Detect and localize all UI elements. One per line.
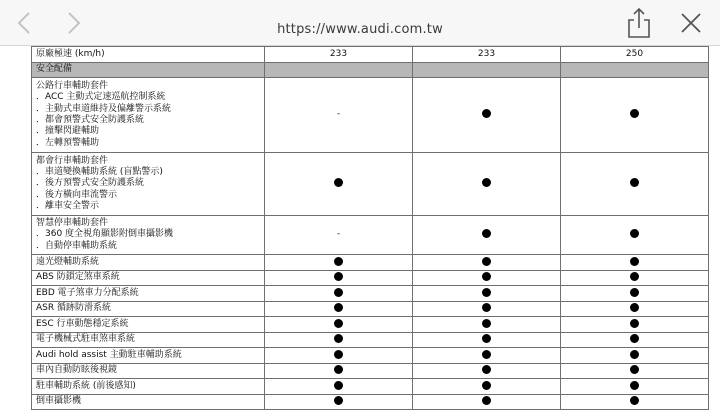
table-row bbox=[32, 255, 709, 271]
row-label: 車內自動防眩後視鏡 bbox=[32, 363, 265, 379]
table-row bbox=[32, 317, 709, 333]
group-item: ．後方橫向車流警示 bbox=[36, 189, 118, 200]
group-label-cell bbox=[32, 216, 265, 255]
standard-equipment-dot bbox=[482, 109, 491, 118]
section-empty-cell bbox=[413, 63, 561, 78]
standard-equipment-dot bbox=[334, 303, 343, 312]
group-title: 公路行車輔助套件 bbox=[36, 81, 109, 92]
standard-equipment-dot bbox=[334, 272, 343, 281]
table-row bbox=[32, 270, 709, 286]
row-label: 電子機械式駐車煞車系統 bbox=[32, 332, 265, 348]
standard-equipment-dot bbox=[630, 319, 639, 328]
table-row bbox=[32, 47, 709, 63]
spec-value-cell: 233 bbox=[265, 47, 413, 63]
spec-value-cell bbox=[265, 301, 413, 317]
spec-value-cell bbox=[413, 363, 561, 379]
close-icon bbox=[674, 6, 708, 40]
standard-equipment-dot bbox=[334, 334, 343, 343]
group-item: ．左轉預警輔助 bbox=[36, 137, 100, 148]
spec-value-cell bbox=[265, 270, 413, 286]
spec-value-cell bbox=[265, 317, 413, 333]
group-item: ．後方預警式安全防護系統 bbox=[36, 178, 145, 189]
spec-value-cell bbox=[413, 270, 561, 286]
standard-equipment-dot bbox=[482, 350, 491, 359]
table-row bbox=[32, 348, 709, 364]
spec-table bbox=[31, 46, 709, 410]
spec-value-cell bbox=[561, 348, 709, 364]
spec-value-cell bbox=[265, 379, 413, 395]
spec-value-cell bbox=[561, 78, 709, 153]
spec-value-cell bbox=[413, 216, 561, 255]
standard-equipment-dot bbox=[630, 109, 639, 118]
group-item: ．都會預警式安全防護系統 bbox=[36, 115, 145, 125]
group-title: 智慧停車輔助套件 bbox=[36, 218, 109, 229]
group-title: 都會行車輔助套件 bbox=[36, 155, 109, 166]
standard-equipment-dot bbox=[630, 288, 639, 297]
spec-value-cell bbox=[265, 255, 413, 271]
table-row bbox=[32, 286, 709, 302]
standard-equipment-dot bbox=[334, 365, 343, 374]
group-item: ．撞擊閃避輔助 bbox=[36, 126, 100, 137]
row-label: 原廠極速 (km/h) bbox=[32, 47, 265, 63]
standard-equipment-dot bbox=[630, 303, 639, 312]
spec-value-cell bbox=[413, 301, 561, 317]
spec-value-cell: 233 bbox=[413, 47, 561, 63]
standard-equipment-dot bbox=[630, 229, 639, 238]
standard-equipment-dot bbox=[482, 178, 491, 187]
standard-equipment-dot bbox=[482, 334, 491, 343]
spec-value-cell bbox=[561, 317, 709, 333]
spec-value-cell bbox=[561, 363, 709, 379]
spec-value-cell bbox=[413, 317, 561, 333]
standard-equipment-dot bbox=[630, 178, 639, 187]
table-row bbox=[32, 379, 709, 395]
spec-value-cell bbox=[561, 332, 709, 348]
section-empty-cell bbox=[265, 63, 413, 78]
standard-equipment-dot bbox=[482, 365, 491, 374]
spec-value-cell bbox=[265, 286, 413, 302]
group-item: ．車道變換輔助系統 (盲點警示) bbox=[36, 167, 163, 178]
not-available-dash: - bbox=[336, 229, 341, 240]
row-label: EBD 電子煞車力分配系統 bbox=[32, 286, 265, 302]
spec-value-cell bbox=[413, 348, 561, 364]
table-row bbox=[32, 332, 709, 348]
row-label: ABS 防鎖定煞車系統 bbox=[32, 270, 265, 286]
standard-equipment-dot bbox=[630, 350, 639, 359]
group-item: ．自動停車輔助系統 bbox=[36, 240, 118, 251]
standard-equipment-dot bbox=[482, 303, 491, 312]
row-label: 駐車輔助系統 (前後感知) bbox=[32, 379, 265, 395]
group-label-cell bbox=[32, 78, 265, 153]
standard-equipment-dot bbox=[334, 319, 343, 328]
spec-value-cell bbox=[561, 270, 709, 286]
close-button[interactable] bbox=[674, 6, 708, 40]
spec-value-cell bbox=[265, 216, 413, 255]
spec-value-cell bbox=[561, 394, 709, 410]
spec-value-cell bbox=[413, 379, 561, 395]
standard-equipment-dot bbox=[334, 178, 343, 187]
spec-value-cell bbox=[265, 394, 413, 410]
table-group-row bbox=[32, 78, 709, 153]
standard-equipment-dot bbox=[482, 257, 491, 266]
section-header-row bbox=[32, 63, 709, 78]
spec-value-cell bbox=[561, 301, 709, 317]
spec-table-container bbox=[31, 46, 708, 410]
row-label: Audi hold assist 主動駐車輔助系統 bbox=[32, 348, 265, 364]
spec-value-cell bbox=[413, 153, 561, 216]
spec-value-cell bbox=[265, 153, 413, 216]
section-empty-cell bbox=[561, 63, 709, 78]
spec-value-cell bbox=[265, 78, 413, 153]
standard-equipment-dot bbox=[630, 365, 639, 374]
standard-equipment-dot bbox=[482, 272, 491, 281]
standard-equipment-dot bbox=[482, 319, 491, 328]
spec-value-cell bbox=[561, 255, 709, 271]
spec-value-cell bbox=[413, 332, 561, 348]
group-item: ．360 度全視角顯影附倒車攝影機 bbox=[36, 229, 174, 240]
row-label: 倒車攝影機 bbox=[32, 394, 265, 410]
spec-value-cell bbox=[561, 216, 709, 255]
table-row bbox=[32, 394, 709, 410]
not-available-dash: - bbox=[336, 109, 341, 120]
row-label: ESC 行車動態穩定系統 bbox=[32, 317, 265, 333]
standard-equipment-dot bbox=[630, 334, 639, 343]
standard-equipment-dot bbox=[630, 257, 639, 266]
standard-equipment-dot bbox=[482, 381, 491, 390]
standard-equipment-dot bbox=[482, 288, 491, 297]
standard-equipment-dot bbox=[630, 381, 639, 390]
group-item: ．主動式車道維持及偏離警示系統 bbox=[36, 103, 172, 114]
standard-equipment-dot bbox=[334, 350, 343, 359]
group-label-cell bbox=[32, 153, 265, 216]
group-item: ．ACC 主動式定速巡航控制系統 bbox=[36, 92, 166, 103]
standard-equipment-dot bbox=[334, 288, 343, 297]
spec-value-cell bbox=[265, 332, 413, 348]
share-button[interactable] bbox=[622, 6, 656, 40]
spec-value-cell bbox=[561, 379, 709, 395]
table-group-row bbox=[32, 216, 709, 255]
table-row bbox=[32, 301, 709, 317]
standard-equipment-dot bbox=[630, 272, 639, 281]
spec-value-cell bbox=[265, 363, 413, 379]
spec-value-cell bbox=[413, 394, 561, 410]
spec-value-cell bbox=[561, 153, 709, 216]
standard-equipment-dot bbox=[482, 229, 491, 238]
share-icon bbox=[622, 6, 656, 40]
spec-value-cell bbox=[413, 286, 561, 302]
table-group-row bbox=[32, 153, 709, 216]
spec-value-cell bbox=[265, 348, 413, 364]
row-label: 遠光燈輔助系統 bbox=[32, 255, 265, 271]
browser-toolbar bbox=[0, 0, 720, 46]
spec-value-cell: 250 bbox=[561, 47, 709, 63]
group-item: ．離車安全警示 bbox=[36, 200, 100, 211]
spec-value-cell bbox=[413, 255, 561, 271]
standard-equipment-dot bbox=[334, 381, 343, 390]
section-title: 安全配備 bbox=[32, 63, 265, 78]
address-bar-url[interactable]: https://www.audi.com.tw bbox=[277, 22, 443, 37]
row-label: ASR 循跡防滑系統 bbox=[32, 301, 265, 317]
spec-value-cell bbox=[413, 78, 561, 153]
spec-value-cell bbox=[561, 286, 709, 302]
standard-equipment-dot bbox=[334, 257, 343, 266]
table-row bbox=[32, 363, 709, 379]
